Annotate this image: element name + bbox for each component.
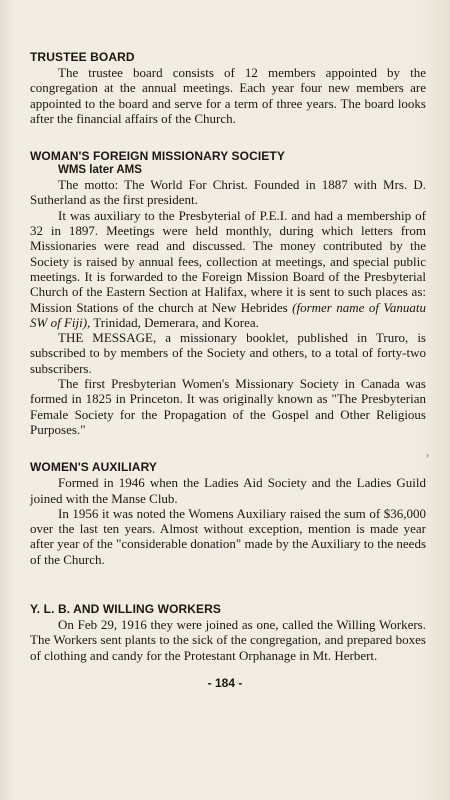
trustee-board-section [30, 50, 426, 126]
womens-auxiliary-paragraph-1: Formed in 1946 when the Ladies Aid Society and the Ladies Guild joined with the Manse Club. [30, 475, 426, 506]
wfms-heading: WOMAN'S FOREIGN MISSIONARY SOCIETY [30, 149, 285, 164]
womens-auxiliary-heading: WOMEN'S AUXILIARY [30, 460, 157, 475]
wfms-subheading: WMS later AMS [58, 164, 142, 177]
trustee-board-paragraph: The trustee board consists of 12 members appointed by the congregation at the annual meetings. Each year four new members are appointed to the board and serve for a term of three years. The board looks after the financial affairs of the Church. [30, 65, 426, 126]
ylb-heading: Y. L. B. AND WILLING WORKERS [30, 602, 222, 617]
ylb-section [30, 602, 426, 663]
gutter-mark: › [426, 450, 429, 460]
page-number: - 184 - [207, 676, 243, 690]
wfms-section [30, 149, 426, 437]
trustee-board-heading: TRUSTEE BOARD [30, 50, 135, 64]
wfms-vanuatu-note: (former name of Vanuatu SW of Fiji) [30, 299, 427, 330]
womens-auxiliary-section [30, 460, 426, 567]
wfms-message-paragraph: THE MESSAGE, a missionary booklet, published in Truro, is subscribed to by members of the Society and others, to a total of forty-two subscribers. [30, 330, 426, 376]
ylb-paragraph: On Feb 29, 1916 they were joined as one, called the Willing Workers. The Workers sent plants to the sick of the congregation, and prepared boxes of clothing and candy for the Protestant Orphanage in Mt. Herbert. [30, 617, 426, 663]
womens-auxiliary-paragraph-2: In 1956 it was noted the Womens Auxiliary raised the sum of $36,000 over the last ten years. Almost without exception, mention is made year after year of the "considerable donation" made by the Auxiliary to the needs of the Church. [30, 505, 426, 567]
wfms-auxiliary-text-end: , Trinidad, Demerara, and Korea. [87, 314, 259, 330]
wfms-motto-paragraph: The motto: The World For Christ. Founded in 1887 with Mrs. D. Sutherland as the first president. [30, 177, 426, 208]
wfms-auxiliary-paragraph [30, 208, 426, 330]
wfms-history-paragraph: The first Presbyterian Women's Missionary Society in Canada was formed in 1825 in Princeton. It was originally known as "The Presbyterian Female Society for the Propagation of the Gospel and Other Religious Purposes." [30, 376, 426, 437]
wfms-auxiliary-text: It was auxiliary to the Presbyterial of P.E.I. and had a membership of 32 in 1897. Meetings were held monthly, during which letters from Missionaries were read and discussed. The money contributed by the Society is raised by annual fees, collection at meetings, and special public meetings. It is forwarded to the Foreign Mission Board of the Presbyterial Church of the Eastern Section at Halifax, where it is sent to such places as: Mission Stations of the church at New Hebrides [30, 207, 426, 315]
